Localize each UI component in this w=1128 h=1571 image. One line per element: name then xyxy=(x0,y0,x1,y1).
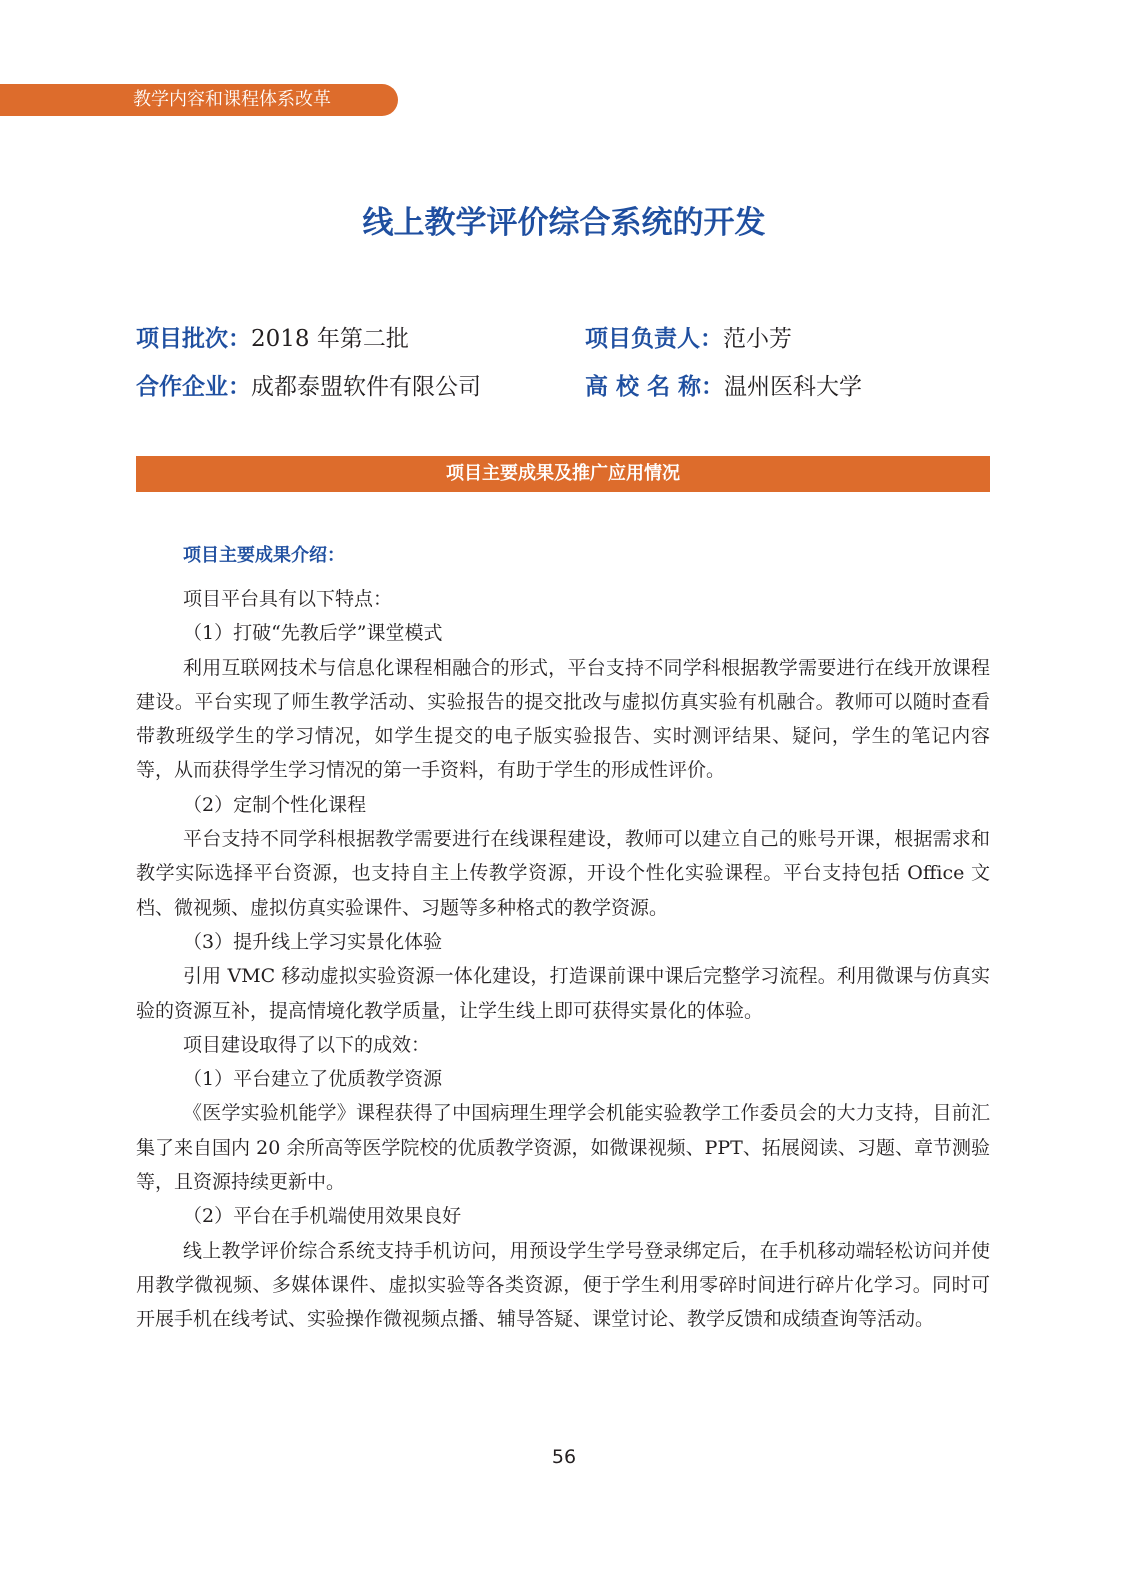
school-value: 温州医科大学 xyxy=(724,374,863,400)
batch-value: 2018 年第二批 xyxy=(251,326,409,352)
chapter-banner: 教学内容和课程体系改革 xyxy=(0,84,398,116)
info-school xyxy=(585,369,862,405)
section-header: 项目主要成果及推广应用情况 xyxy=(136,456,990,492)
paragraph: 利用互联网技术与信息化课程相融合的形式，平台支持不同学科根据教学需要进行在线开放课程建设。平台实现了师生教学活动、实验报告的提交批改与虚拟仿真实验有机融合。教师可以随时查看带教班级学生的学习情况，如学生提交的电子版实验报告、实时测评结果、疑问，学生的笔记内容等，从而获得学生学习情况的第一手资料，有助于学生的形成性评价。 xyxy=(136,656,990,782)
leader-label: 项目负责人： xyxy=(585,326,723,352)
leader-value: 范小芳 xyxy=(723,326,792,352)
school-label: 高 校 名 称： xyxy=(585,374,725,400)
info-leader xyxy=(585,321,792,357)
info-company xyxy=(136,369,481,405)
paragraph: （2）定制个性化课程 xyxy=(183,793,367,816)
company-value: 成都泰盟软件有限公司 xyxy=(251,374,481,400)
page-number: 56 xyxy=(551,1446,577,1468)
paragraph: 《医学实验机能学》课程获得了中国病理生理学会机能实验教学工作委员会的大力支持，目前汇集了来自国内 20 余所高等医学院校的优质教学资源，如微课视频、PPT、拓展阅读、习题、章节测验等，且资源持续更新中。 xyxy=(136,1102,990,1194)
page-title: 线上教学评价综合系统的开发 xyxy=(362,205,766,241)
paragraph: （1）平台建立了优质教学资源 xyxy=(183,1068,443,1091)
paragraph: （2）平台在手机端使用效果良好 xyxy=(183,1205,462,1228)
paragraph: 项目平台具有以下特点： xyxy=(183,588,393,610)
subheading: 项目主要成果介绍： xyxy=(183,545,345,566)
info-batch xyxy=(136,321,409,357)
paragraph: 引用 VMC 移动虚拟实验资源一体化建设，打造课前课中课后完整学习流程。利用微课与仿真实验的资源互补，提高情境化教学质量，让学生线上即可获得实景化的体验。 xyxy=(136,965,990,1022)
company-label: 合作企业： xyxy=(136,374,251,400)
paragraph: （3）提升线上学习实景化体验 xyxy=(183,930,443,953)
paragraph: 线上教学评价综合系统支持手机访问，用预设学生学号登录绑定后，在手机移动端轻松访问并使用教学微视频、多媒体课件、虚拟实验等各类资源，便于学生利用零碎时间进行碎片化学习。同时可开展手机在线考试、实验操作微视频点播、辅导答疑、课堂讨论、教学反馈和成绩查询等活动。 xyxy=(136,1239,990,1331)
body-text xyxy=(136,582,990,1337)
paragraph: 项目建设取得了以下的成效： xyxy=(183,1033,431,1056)
paragraph: 平台支持不同学科根据教学需要进行在线课程建设，教师可以建立自己的账号开课，根据需求和教学实际选择平台资源，也支持自主上传教学资源，开设个性化实验课程。平台支持包括 Office 文档、微视频、虚拟仿真实验课件、习题等多种格式的教学资源。 xyxy=(136,828,990,919)
batch-label: 项目批次： xyxy=(136,326,251,352)
paragraph: （1）打破“先教后学”课堂模式 xyxy=(183,622,443,645)
